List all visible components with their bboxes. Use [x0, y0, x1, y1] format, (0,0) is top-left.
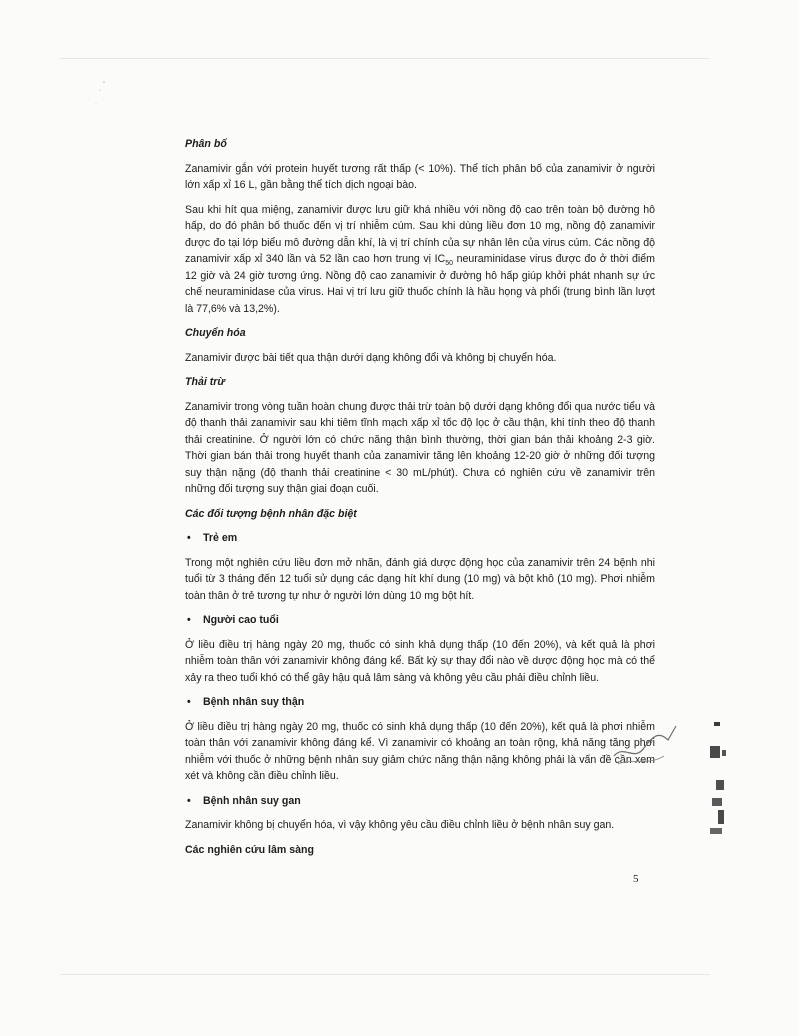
paragraph-elderly: Ở liều điều trị hàng ngày 20 mg, thuốc có sinh khả dụng thấp (10 đến 20%), và kết quả là phơi nhiễm toàn thân với zanamivir không đáng kể. Bất kỳ sự thay đổi nào về dược động học mà có thể xảy ra theo tuổi khó có thể gây hậu quả lâm sàng và không yêu cầu phải điều chỉnh liều.	[185, 638, 655, 684]
heading-special-populations: Các đối tượng bệnh nhân đặc biệt	[185, 507, 357, 520]
heading-clinical-studies: Các nghiên cứu lâm sàng	[185, 843, 314, 856]
heading-distribution: Phân bố	[185, 138, 227, 150]
paragraph-distribution-2	[185, 202, 655, 318]
document-body	[185, 136, 655, 866]
scan-artifact-top-line	[60, 58, 710, 59]
heading-elimination: Thải trừ	[185, 376, 225, 388]
paragraph-distribution-2-part1: Sau khi hít qua miệng, zanamivir được lưu giữ khá nhiều với nồng độ cao trên toàn bộ đường hô hấp, do đó phân bố thuốc đến vị trí nhiễm cúm. Sau khi dùng liều đơn 10 mg, nồng độ zanamivir được đo tại lớp biểu mô đường dẫn khí, là vị trí chính của sự nhân lên của virus cúm. Các nồng độ zanamivir xấp xỉ 340 lần và 52 lần cao hơn trung vị IC	[185, 203, 655, 265]
page-number: 5	[633, 873, 639, 885]
bullet-renal-impairment: • Bệnh nhân suy thận	[187, 694, 655, 711]
scan-artifact-bottom-line	[60, 974, 710, 975]
paragraph-distribution-1: Zanamivir gắn với protein huyết tương rất thấp (< 10%). Thể tích phân bố của zanamivir ở người lớn xấp xỉ 16 L, gần bằng thể tích dịch ngoại bào.	[185, 162, 655, 191]
ic50-subscript: 50	[445, 260, 453, 268]
bullet-hepatic-impairment: • Bệnh nhân suy gan	[187, 793, 655, 810]
paragraph-metabolism: Zanamivir được bài tiết qua thận dưới dạng không đổi và không bị chuyển hóa.	[185, 351, 557, 364]
bullet-elderly-label: Người cao tuổi	[203, 614, 279, 626]
bullet-hepatic-impairment-label: Bệnh nhân suy gan	[203, 794, 301, 807]
paragraph-children: Trong một nghiên cứu liều đơn mở nhãn, đánh giá dược động học của zanamivir trên 24 bệnh nhi tuổi từ 3 tháng đến 12 tuổi sử dụng các dạng hít khí dung (10 mg) và bột khô (10 mg). Phơi nhiễm toàn thân ở trẻ tương tự như ở người lớn dùng 10 mg bột hít.	[185, 556, 655, 602]
heading-metabolism: Chuyển hóa	[185, 327, 246, 339]
bullet-renal-impairment-label: Bệnh nhân suy thận	[203, 696, 305, 708]
paragraph-elimination: Zanamivir trong vòng tuần hoàn chung được thải trừ toàn bộ dưới dạng không đổi qua nước tiểu và độ thanh thải zanamivir sau khi tiêm tĩnh mạch xấp xỉ tốc độ lọc ở cầu thận, khi tính theo độ thanh thải creatinine. Ở người lớn có chức năng thận bình thường, thời gian bán thải khoảng 2-3 giờ. Thời gian bán thải trong huyết thanh của zanamivir tăng lên khoảng 12-20 giờ ở những đối tượng suy thận nặng (độ thanh thải creatinine < 30 mL/phút). Chưa có nghiên cứu về zanamivir trên những đối tượng suy thận giai đoạn cuối.	[185, 400, 655, 495]
bullet-children: • Trẻ em	[187, 530, 655, 547]
bullet-children-label: Trẻ em	[203, 532, 238, 544]
bullet-elderly: • Người cao tuổi	[187, 612, 655, 629]
side-stamp-mark	[700, 720, 740, 840]
paragraph-distribution-2-part2: neuraminidase virus được đo ở thời điểm 12 giờ và 24 giờ tương ứng. Nồng độ cao zanamivir ở đường hô hấp giúp khởi phát nhanh sự ức chế neuraminidase của virus. Hai vị trí lưu giữ thuốc chính là hầu họng và phổi (trung bình lần lượt là 77,6% và 13,2%).	[185, 253, 655, 315]
scan-specks	[90, 70, 130, 130]
paragraph-hepatic-impairment: Zanamivir không bị chuyển hóa, vì vậy không yêu cầu điều chỉnh liều ở bệnh nhân suy gan.	[185, 819, 615, 831]
handwritten-signature-mark	[610, 722, 680, 770]
paragraph-renal-impairment: Ở liều điều trị hàng ngày 20 mg, thuốc có sinh khả dụng thấp (10 đến 20%), kết quả là phơi nhiễm toàn thân với zanamivir không đáng kể. Vì zanamivir có khoảng an toàn rộng, khả năng tăng phơi nhiễm với thuốc ở những bệnh nhân suy giảm chức năng thận nặng không phải là vấn đề cần xem xét và không cần điều chỉnh liều.	[185, 720, 655, 782]
